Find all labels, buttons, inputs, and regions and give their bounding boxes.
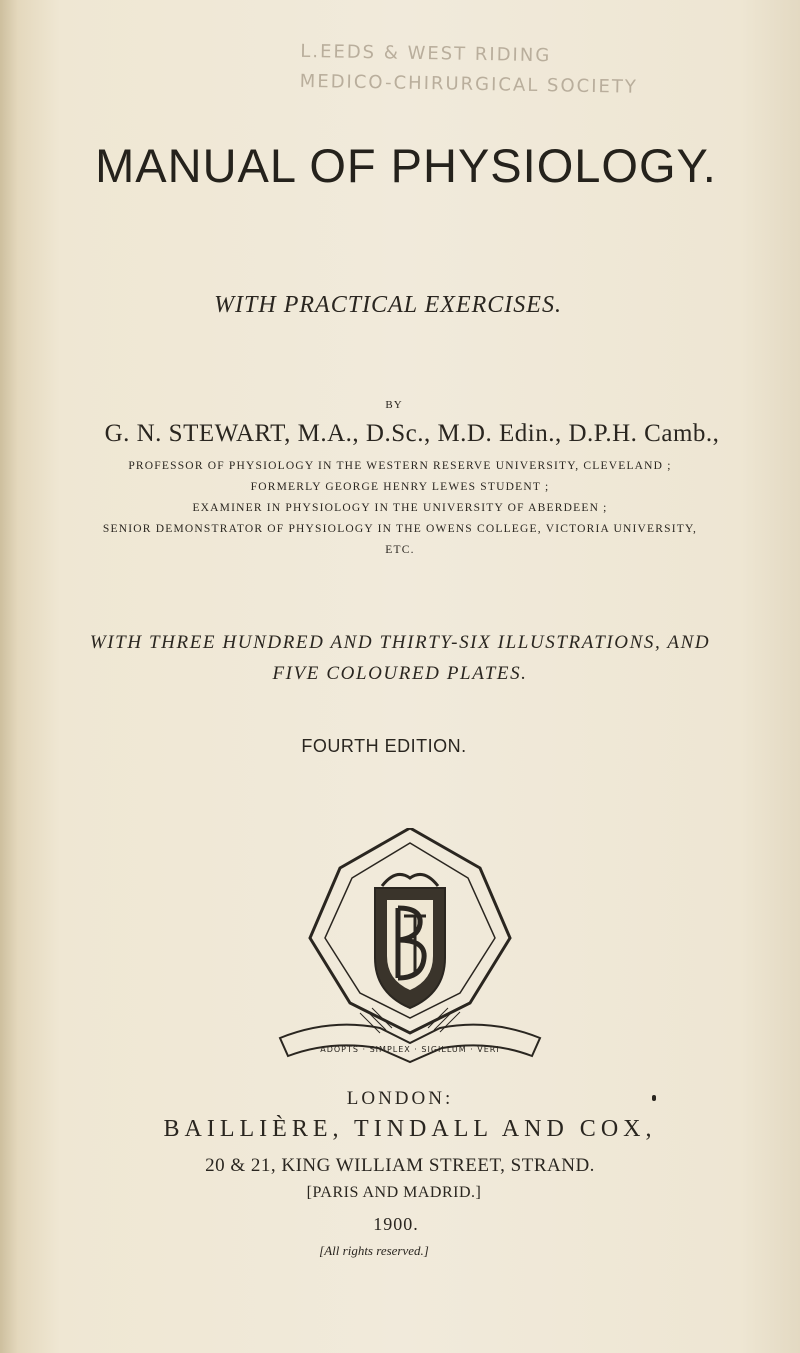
- library-stamp: [300, 37, 661, 103]
- book-subtitle: WITH PRACTICAL EXERCISES.: [214, 292, 562, 318]
- illustrations-line-2: FIVE COLOURED PLATES.: [272, 663, 528, 684]
- by-label: BY: [385, 399, 403, 411]
- illustrations-line-1: WITH THREE HUNDRED AND THIRTY-SIX ILLUSTRATIONS, AND: [89, 632, 711, 653]
- credential-line: EXAMINER IN PHYSIOLOGY IN THE UNIVERSITY OF ABERDEEN ;: [192, 502, 608, 514]
- author-credentials: [0, 456, 800, 561]
- book-title: MANUAL OF PHYSIOLOGY.: [95, 139, 717, 192]
- publisher-device-icon: [270, 828, 550, 1068]
- emblem-ring-text: ADOPTS · SIMPLEX · SIGILLUM · VERI: [320, 1045, 500, 1054]
- imprint-address: 20 & 21, KING WILLIAM STREET, STRAND.: [205, 1155, 595, 1176]
- imprint-places: [PARIS AND MADRID.]: [306, 1184, 482, 1201]
- credential-line: PROFESSOR OF PHYSIOLOGY IN THE WESTERN RESERVE UNIVERSITY, CLEVELAND ;: [128, 460, 672, 472]
- imprint-city: LONDON:: [346, 1088, 454, 1109]
- imprint-year: 1900.: [373, 1214, 419, 1234]
- credential-line: FORMERLY GEORGE HENRY LEWES STUDENT ;: [250, 481, 550, 493]
- stamp-line-2: MEDICO-CHIRURGICAL SOCIETY: [299, 70, 639, 98]
- emblem-monogram: BTC: [408, 940, 412, 941]
- edition-label: FOURTH EDITION.: [301, 736, 467, 756]
- credential-line: ETC.: [385, 544, 415, 556]
- illustrations-note: [0, 627, 800, 689]
- author-name: G. N. STEWART, M.A., D.Sc., M.D. Edin., D.P.H. Camb.,: [104, 420, 720, 447]
- rights-notice: [All rights reserved.]: [319, 1243, 429, 1258]
- credential-line: SENIOR DEMONSTRATOR OF PHYSIOLOGY IN THE OWENS COLLEGE, VICTORIA UNIVERSITY,: [102, 523, 698, 535]
- ink-spot: [652, 1095, 656, 1101]
- stamp-line-1: L.EEDS & WEST RIDING: [300, 40, 552, 67]
- imprint-publisher: BAILLIÈRE, TINDALL AND COX,: [163, 1116, 657, 1142]
